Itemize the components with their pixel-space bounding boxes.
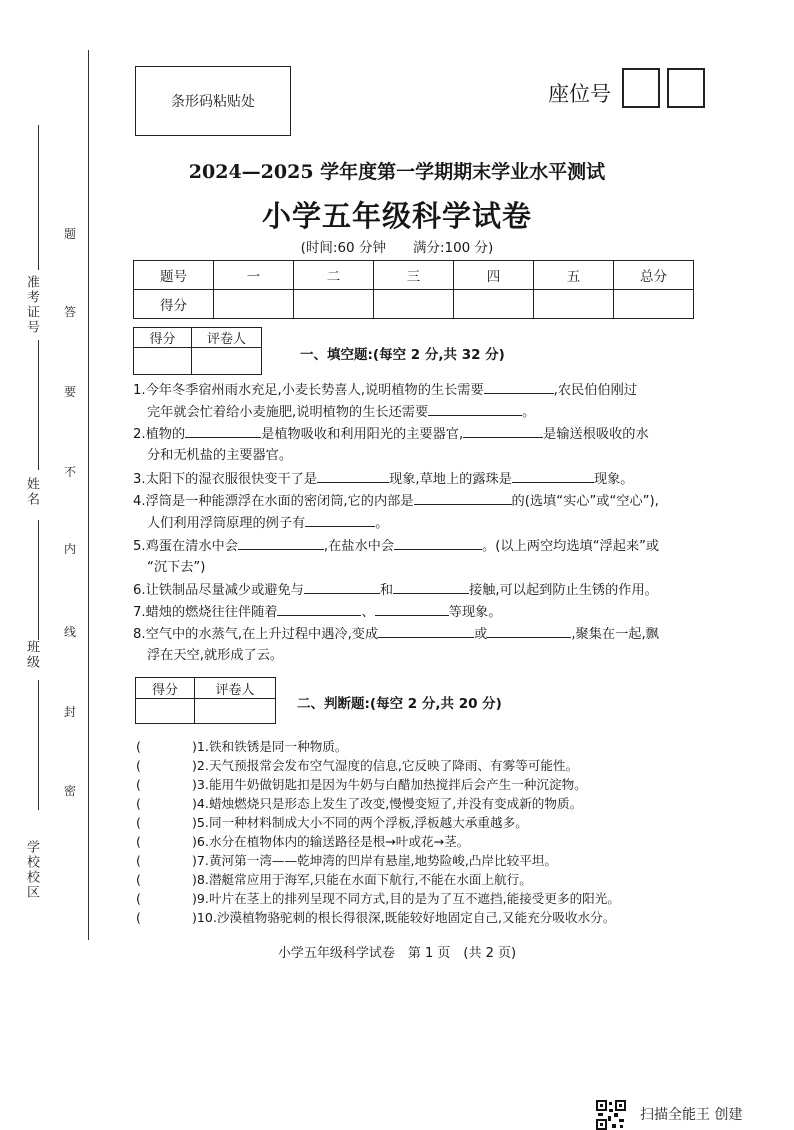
grader-score-label: 得分 (134, 328, 192, 348)
answer-blank[interactable] (304, 579, 380, 594)
answer-blank[interactable] (185, 423, 261, 438)
seal-char: 密 (64, 784, 77, 798)
score-row-label: 得分 (134, 290, 214, 319)
judgment-item: ( )2.天气预报常会发布空气湿度的信息,它反映了降雨、有雾等可能性。 (136, 758, 579, 773)
answer-paren[interactable]: ( (136, 872, 141, 887)
qr-code-icon (596, 1100, 626, 1130)
judgment-item: ( )3.能用牛奶做钥匙扣是因为牛奶与白醋加热搅拌后会产生一种沉淀物。 (136, 777, 587, 792)
score-header-cell: 题号 (134, 261, 214, 290)
answer-paren[interactable]: ( (136, 758, 141, 773)
seal-char: 线 (64, 625, 77, 639)
exam-title: 2024—2025 学年度第一学期期末学业水平测试 (188, 161, 606, 183)
grader-box-1 (133, 327, 262, 375)
judgment-item: ( )9.叶片在茎上的排列呈现不同方式,目的是为了互不遮挡,能接受更多的阳光。 (136, 891, 620, 906)
seal-char: 封 (64, 705, 77, 719)
answer-blank[interactable] (394, 535, 482, 550)
answer-paren[interactable]: ( (136, 739, 141, 754)
answer-paren[interactable]: ( (136, 796, 141, 811)
answer-paren[interactable]: ( (136, 853, 141, 868)
score-cell[interactable] (214, 290, 294, 319)
question-2: 2.植物的 是植物吸收和利用阳光的主要器官, 是输送根吸收的水 (133, 423, 733, 445)
seal-char: 内 (64, 542, 77, 556)
answer-paren[interactable]: ( (136, 891, 141, 906)
answer-blank[interactable] (414, 490, 512, 505)
seat-label: 座位号 (548, 82, 611, 106)
question-6: 6.让铁制品尽量减少或避免与 和 接触,可以起到防止生锈的作用。 (133, 579, 733, 601)
judgment-item: ( )5.同一种材料制成大小不同的两个浮板,浮板越大承重越多。 (136, 815, 528, 830)
score-cell[interactable] (614, 290, 694, 319)
admission-number-field-lower[interactable] (38, 340, 39, 470)
answer-blank[interactable] (375, 601, 449, 616)
score-cell[interactable] (374, 290, 454, 319)
question-8-cont: 浮在天空,就形成了云。 (147, 648, 284, 663)
school-label: 学校校区 (24, 840, 39, 900)
score-header-cell: 三 (374, 261, 454, 290)
scanner-watermark: 扫描全能王 创建 (640, 1107, 743, 1123)
score-header-cell: 二 (294, 261, 374, 290)
judgment-item: ( )6.水分在植物体内的输送路径是根→叶或花→茎。 (136, 834, 470, 849)
seal-char: 答 (64, 305, 77, 319)
name-label: 姓名 (24, 477, 39, 507)
score-cell[interactable] (534, 290, 614, 319)
question-4: 4.浮筒是一种能漂浮在水面的密闭筒,它的内部是 的(选填“实心”或“空心”), (133, 490, 733, 512)
grader-name-label: 评卷人 (192, 328, 262, 348)
grader-score-cell[interactable] (136, 699, 195, 724)
admission-number-label: 准考证号 (24, 275, 39, 335)
grader-name-cell[interactable] (195, 699, 276, 724)
section-1-title: 一、填空题:(每空 2 分,共 32 分) (300, 347, 505, 363)
answer-blank[interactable] (428, 401, 522, 416)
answer-blank[interactable] (277, 601, 361, 616)
score-cell[interactable] (294, 290, 374, 319)
answer-paren[interactable]: ( (136, 777, 141, 792)
name-field[interactable] (38, 520, 39, 640)
class-label: 班级 (24, 640, 39, 670)
grader-score-label: 得分 (136, 678, 195, 699)
grader-box-2 (135, 677, 276, 724)
question-4-cont: 人们利用浮筒原理的例子有 。 (147, 512, 747, 534)
answer-paren[interactable]: ( (136, 834, 141, 849)
question-3: 3.太阳下的湿衣服很快变干了是 现象,草地上的露珠是 现象。 (133, 468, 733, 490)
answer-blank[interactable] (484, 379, 554, 394)
score-row (134, 290, 694, 319)
answer-blank[interactable] (463, 423, 543, 438)
paper-title: 小学五年级科学试卷 (261, 199, 532, 233)
answer-blank[interactable] (238, 535, 324, 550)
question-2-cont: 分和无机盐的主要器官。 (147, 448, 293, 463)
answer-blank[interactable] (487, 623, 571, 638)
grader-score-cell[interactable] (134, 348, 192, 375)
seat-box-1[interactable] (622, 68, 660, 108)
answer-blank[interactable] (317, 468, 389, 483)
judgment-item: ( )7.黄河第一湾——乾坤湾的凹岸有悬崖,地势险峻,凸岸比较平坦。 (136, 853, 557, 868)
answer-blank[interactable] (378, 623, 474, 638)
grader-name-label: 评卷人 (195, 678, 276, 699)
barcode-area (135, 66, 291, 136)
seal-char: 要 (64, 385, 77, 399)
page-footer: 小学五年级科学试卷 第 1 页 (共 2 页) (277, 946, 517, 961)
judgment-item: ( )10.沙漠植物骆驼刺的根长得很深,既能较好地固定自己,又能充分吸收水分。 (136, 910, 616, 925)
judgment-item: ( )1.铁和铁锈是同一种物质。 (136, 739, 348, 754)
question-1-cont: 完年就会忙着给小麦施肥,说明植物的生长还需要 。 (147, 401, 747, 423)
answer-paren[interactable]: ( (136, 815, 141, 830)
answer-blank[interactable] (305, 512, 375, 527)
question-7: 7.蜡烛的燃烧往往伴随着 、 等现象。 (133, 601, 733, 623)
score-header-cell: 四 (454, 261, 534, 290)
question-8: 8.空气中的水蒸气,在上升过程中遇冷,变成 或 ,聚集在一起,飘 (133, 623, 733, 645)
section-2-title: 二、判断题:(每空 2 分,共 20 分) (297, 696, 502, 712)
answer-paren[interactable]: ( (136, 910, 141, 925)
score-cell[interactable] (454, 290, 534, 319)
seal-char: 不 (64, 465, 77, 479)
question-1: 1.今年冬季宿州雨水充足,小麦长势喜人,说明植物的生长需要 ,农民伯伯刚过 (133, 379, 733, 401)
score-header-cell: 总分 (614, 261, 694, 290)
barcode-label: 条形码粘贴处 (171, 94, 255, 110)
grader-name-cell[interactable] (192, 348, 262, 375)
judgment-item: ( )8.潜艇常应用于海军,只能在水面下航行,不能在水面上航行。 (136, 872, 532, 887)
score-header-cell: 五 (534, 261, 614, 290)
score-table (133, 260, 694, 319)
question-5: 5.鸡蛋在清水中会 ,在盐水中会 。(以上两空均选填“浮起来”或 (133, 535, 733, 557)
class-field[interactable] (38, 680, 39, 810)
score-header-cell: 一 (214, 261, 294, 290)
answer-blank[interactable] (393, 579, 469, 594)
seal-char: 题 (64, 227, 77, 241)
judgment-item: ( )4.蜡烛燃烧只是形态上发生了改变,慢慢变短了,并没有变成新的物质。 (136, 796, 583, 811)
time-info: (时间:60 分钟 满分:100 分) (300, 240, 494, 256)
question-5-cont: “沉下去”) (147, 560, 206, 575)
score-header-row (134, 261, 694, 290)
seat-box-2[interactable] (667, 68, 705, 108)
answer-blank[interactable] (512, 468, 594, 483)
